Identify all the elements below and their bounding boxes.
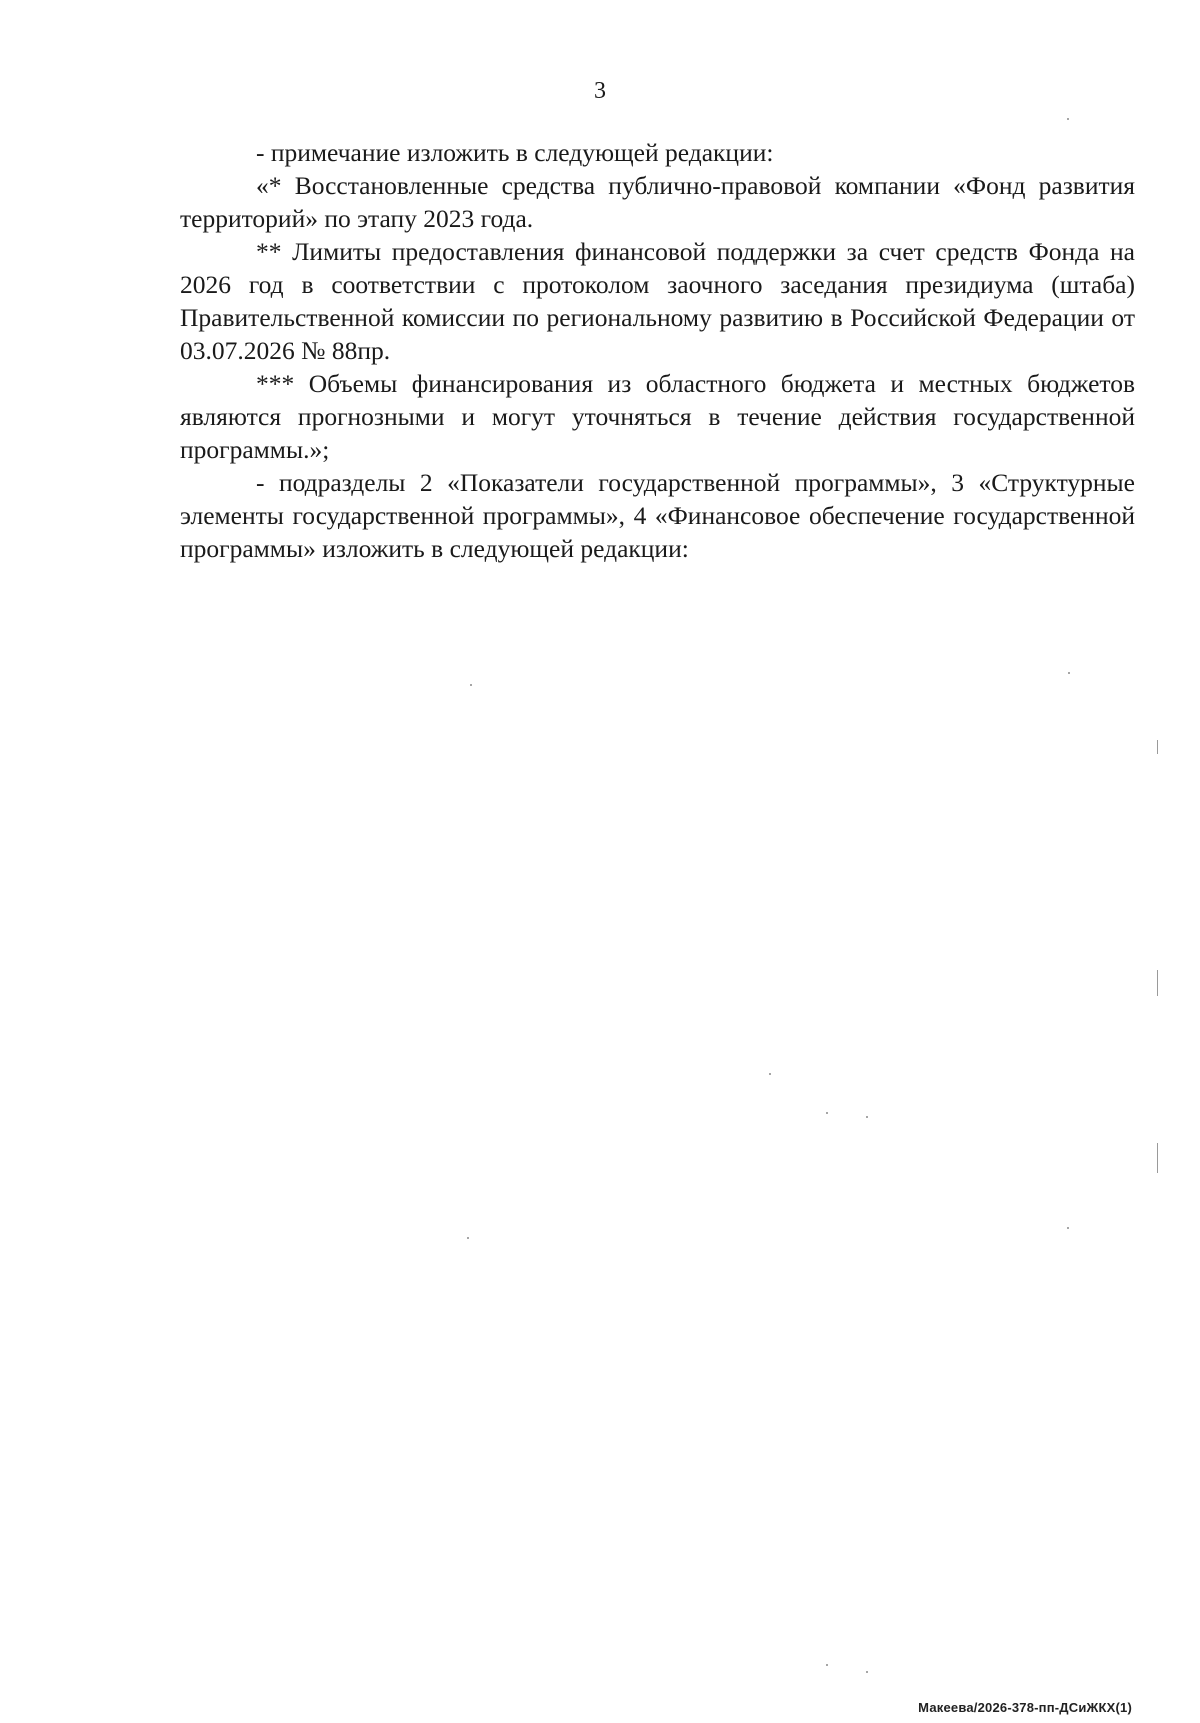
scan-speck	[1067, 118, 1069, 120]
scan-speck	[826, 1112, 828, 1114]
scan-speck	[470, 684, 472, 686]
scan-edge-mark	[1157, 740, 1158, 754]
scan-speck	[1068, 672, 1070, 674]
scan-speck	[467, 1237, 469, 1239]
paragraph-footnote-1: «* Восстановленные средства публично-правовой компании «Фонд развития территорий» по этапу 2023 года.	[180, 171, 1135, 233]
paragraph-footnote-3: *** Объемы финансирования из областного бюджета и местных бюджетов являются прогнозными и могут уточняться в течение действия государственной программы.»;	[180, 369, 1135, 464]
scan-edge-mark	[1157, 970, 1158, 996]
scan-speck	[826, 1664, 828, 1666]
document-footer-code: Макеева/2026-378-пп-ДСиЖКХ(1)	[918, 1700, 1132, 1715]
paragraph-note-intro: - примечание изложить в следующей редакции:	[256, 138, 774, 167]
document-body	[180, 136, 1135, 565]
scan-speck	[866, 1116, 868, 1118]
scan-speck	[866, 1671, 868, 1673]
scan-speck	[1067, 1227, 1069, 1229]
scan-speck	[769, 1073, 771, 1075]
scan-edge-mark	[1157, 1143, 1158, 1173]
page-number: 3	[594, 78, 606, 104]
paragraph-subsections: - подразделы 2 «Показатели государственной программы», 3 «Структурные элементы государственной программы», 4 «Финансовое обеспечение государственной программы» изложить в следующей редакции:	[180, 468, 1135, 563]
paragraph-footnote-2: ** Лимиты предоставления финансовой поддержки за счет средств Фонда на 2026 год в соответствии с протоколом заочного заседания президиума (штаба) Правительственной комиссии по региональному развитию в Российской Федерации от 03.07.2026 № 88пр.	[180, 237, 1135, 365]
